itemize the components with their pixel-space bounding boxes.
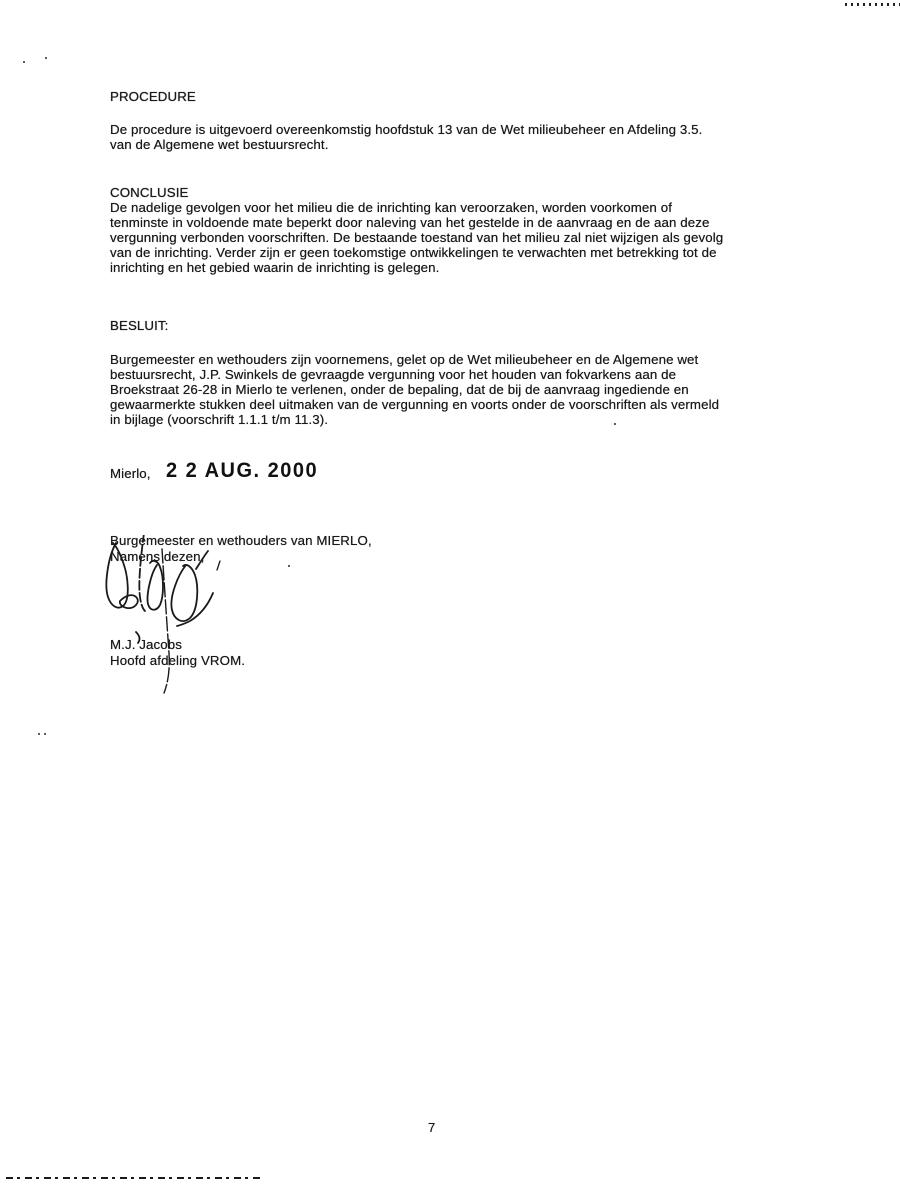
scan-artifact-dotted-line bbox=[845, 3, 900, 6]
scan-artifact-dashed-line bbox=[6, 1177, 262, 1179]
besluit-paragraph bbox=[110, 352, 719, 427]
procedure-paragraph bbox=[110, 122, 702, 152]
dateline-place: Mierlo, bbox=[110, 466, 151, 481]
scan-speck bbox=[44, 733, 46, 735]
procedure-heading: PROCEDURE bbox=[110, 89, 196, 104]
paragraph-line: tenminste in voldoende mate beperkt door naleving van het gestelde in de aanvraag en de aan deze bbox=[110, 215, 710, 230]
signature-authority-line: Burgemeester en wethouders van MIERLO, bbox=[110, 533, 372, 548]
signature-namens-line: Namens dezen, bbox=[110, 549, 205, 564]
paragraph-line: bestuursrecht, J.P. Swinkels de gevraagde vergunning voor het houden van fokvarkens aan de bbox=[110, 367, 677, 382]
paragraph-line: in bijlage (voorschrift 1.1.1 t/m 11.3). bbox=[110, 412, 329, 427]
signature-scribble bbox=[100, 535, 360, 700]
signatory-title: Hoofd afdeling VROM. bbox=[110, 653, 246, 668]
paragraph-line: gewaarmerkte stukken deel uitmaken van de vergunning en voorts onder de voorschriften als vermeld bbox=[110, 397, 720, 412]
scan-speck bbox=[23, 61, 25, 63]
date-stamp: 2 2 AUG. 2000 bbox=[166, 459, 319, 483]
conclusie-paragraph bbox=[110, 200, 723, 275]
paragraph-line: van de Algemene wet bestuursrecht. bbox=[110, 137, 329, 152]
paragraph-line: Broekstraat 26-28 in Mierlo te verlenen, onder de bepaling, dat de bij de aanvraag ingediende en bbox=[110, 382, 689, 397]
paragraph-line: van de inrichting. Verder zijn er geen toekomstige ontwikkelingen te verwachten met betrekking tot de bbox=[110, 245, 717, 260]
page-number: 7 bbox=[428, 1120, 436, 1135]
paragraph-line: De procedure is uitgevoerd overeenkomstig hoofdstuk 13 van de Wet milieubeheer en Afdeling 3.5. bbox=[110, 122, 703, 137]
besluit-heading: BESLUIT: bbox=[110, 318, 169, 333]
scan-speck bbox=[45, 57, 47, 59]
scan-speck bbox=[38, 733, 40, 735]
signatory-name: M.J. Jacobs bbox=[110, 637, 183, 652]
conclusie-heading: CONCLUSIE bbox=[110, 185, 189, 200]
paragraph-line: Burgemeester en wethouders zijn voornemens, gelet op de Wet milieubeheer en de Algemene wet bbox=[110, 352, 699, 367]
paragraph-line: De nadelige gevolgen voor het milieu die de inrichting kan veroorzaken, worden voorkomen of bbox=[110, 200, 672, 215]
paragraph-line: vergunning verbonden voorschriften. De bestaande toestand van het milieu zal niet wijzigen als gevolg bbox=[110, 230, 724, 245]
paragraph-line: inrichting en het gebied waarin de inrichting is gelegen. bbox=[110, 260, 440, 275]
